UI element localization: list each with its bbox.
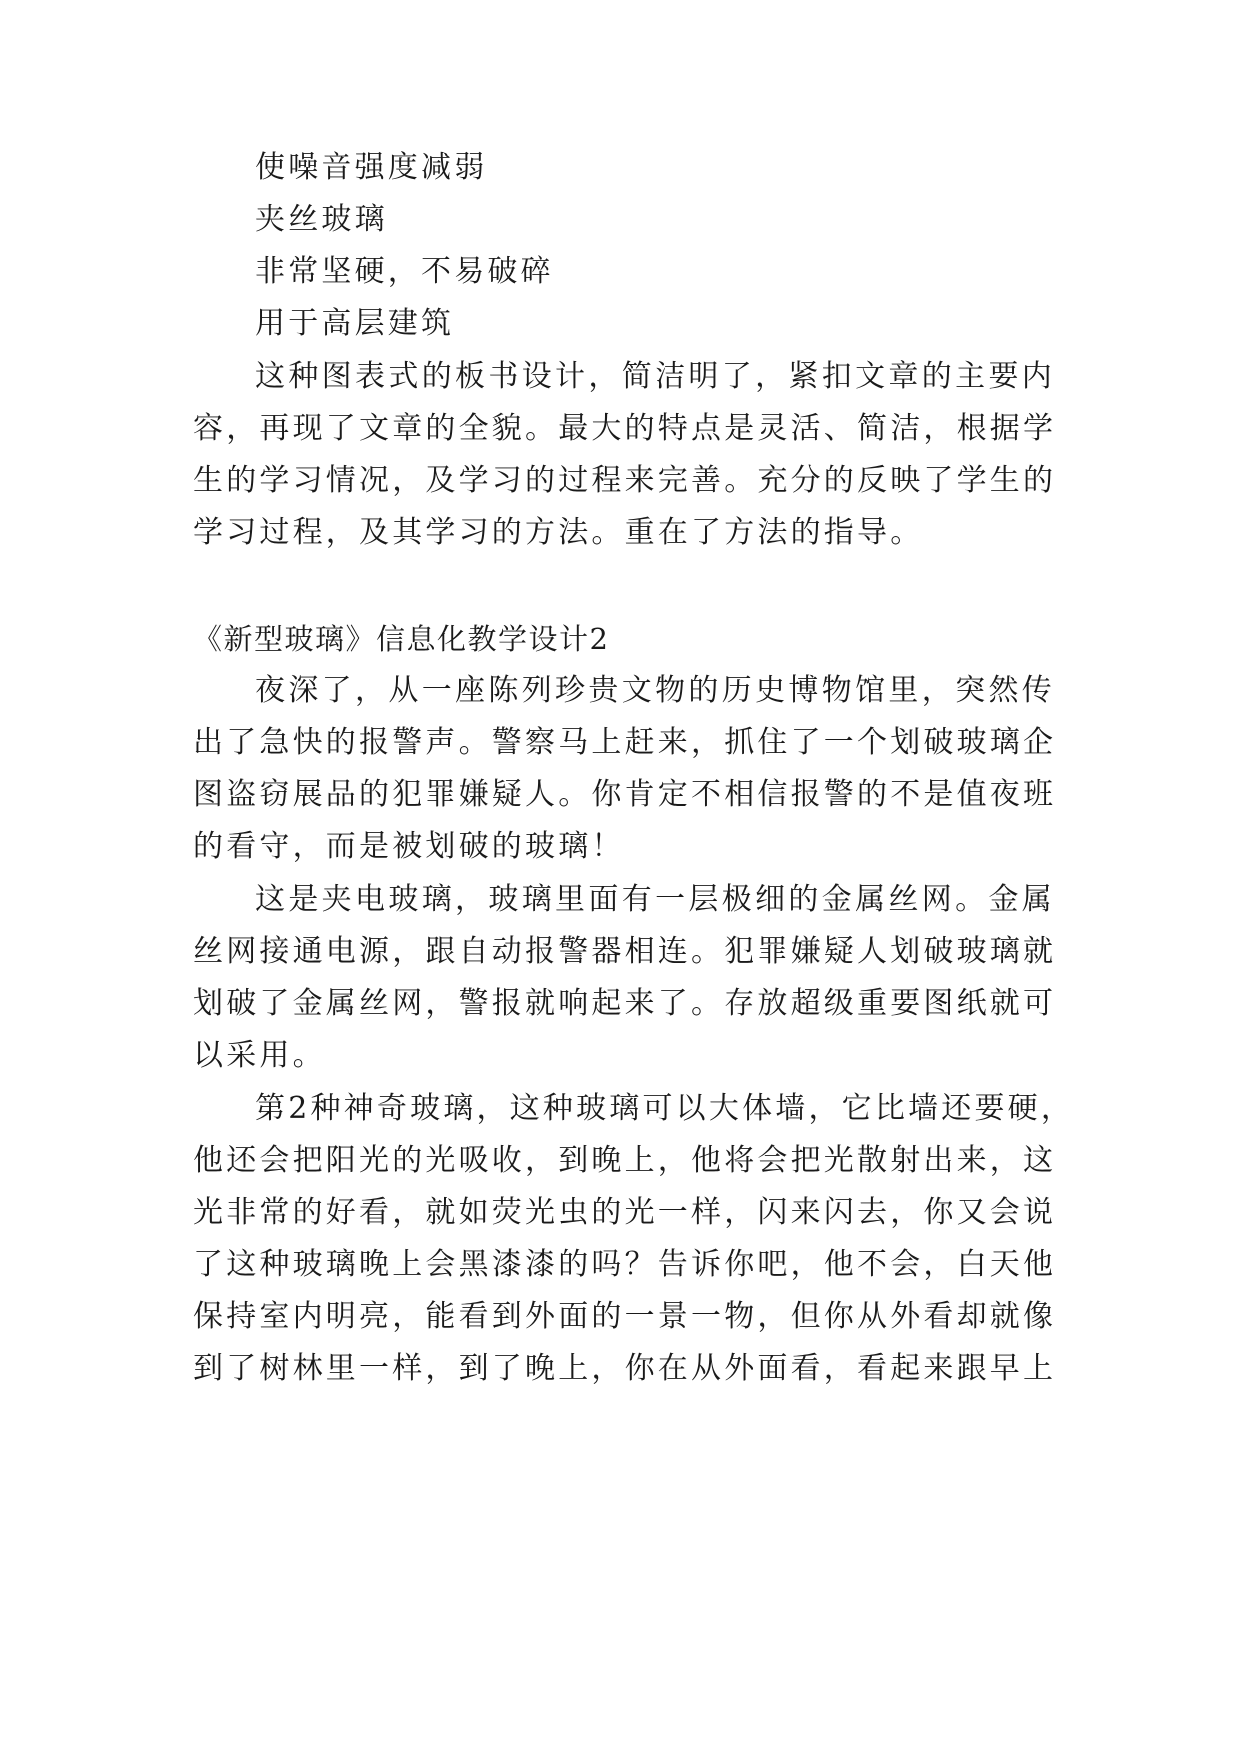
list-line-3: 非常坚硬，不易破碎	[255, 254, 554, 289]
list-line-2: 夹丝玻璃	[255, 202, 388, 237]
paragraph-3-line-6: 到了树林里一样，到了晚上，你在从外面看，看起来跟早上	[193, 1351, 1057, 1386]
paragraph-2-line-1: 这是夹电玻璃，玻璃里面有一层极细的金属丝网。金属	[255, 882, 1055, 917]
paragraph-3-line-5: 保持室内明亮，能看到外面的一景一物，但你从外看却就像	[193, 1299, 1057, 1334]
paragraph-3-line-4: 了这种玻璃晚上会黑漆漆的吗？告诉你吧，他不会，白天他	[193, 1247, 1057, 1282]
paragraph-2-line-4: 以采用。	[193, 1038, 326, 1073]
section-heading: 《新型玻璃》信息化教学设计2	[193, 622, 610, 656]
paragraph-2-line-3: 划破了金属丝网，警报就响起来了。存放超级重要图纸就可	[193, 986, 1057, 1021]
paragraph-3-line-3: 光非常的好看，就如荧光虫的光一样，闪来闪去，你又会说	[193, 1195, 1057, 1230]
summary-line-1: 这种图表式的板书设计，简洁明了，紧扣文章的主要内	[255, 359, 1055, 394]
summary-line-2: 容，再现了文章的全貌。最大的特点是灵活、简洁，根据学	[193, 411, 1057, 446]
list-line-4: 用于高层建筑	[255, 306, 455, 341]
paragraph-2-line-2: 丝网接通电源，跟自动报警器相连。犯罪嫌疑人划破玻璃就	[193, 934, 1057, 969]
list-line-1: 使噪音强度减弱	[255, 150, 488, 185]
paragraph-3-line-2: 他还会把阳光的光吸收，到晚上，他将会把光散射出来，这	[193, 1143, 1057, 1178]
paragraph-1-line-3: 图盗窃展品的犯罪嫌疑人。你肯定不相信报警的不是值夜班	[193, 777, 1057, 812]
paragraph-1-line-4: 的看守，而是被划破的玻璃！	[193, 829, 625, 864]
paragraph-1-line-1: 夜深了，从一座陈列珍贵文物的历史博物馆里，突然传	[255, 673, 1055, 708]
paragraph-3-line-1: 第2种神奇玻璃，这种玻璃可以大体墙，它比墙还要硬，	[255, 1091, 1075, 1126]
summary-line-4: 学习过程，及其学习的方法。重在了方法的指导。	[193, 515, 924, 550]
summary-line-3: 生的学习情况，及学习的过程来完善。充分的反映了学生的	[193, 463, 1057, 498]
paragraph-1-line-2: 出了急快的报警声。警察马上赶来，抓住了一个划破玻璃企	[193, 725, 1057, 760]
